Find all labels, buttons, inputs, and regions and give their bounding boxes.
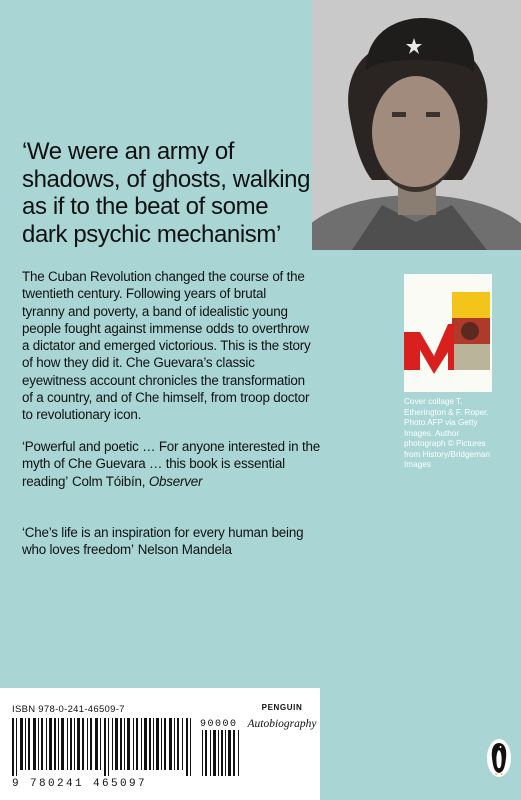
cover-collage-thumbnail: [404, 274, 492, 392]
book-blurb: The Cuban Revolution changed the course of the twentieth century. Following years of brutal tyranny and poverty, a band of idealistic young people fought against immense odds to overthrow a dictator and emerged victorious. This is the story of how they did it. Che Guevara’s classic eyewitness account chronicles the transformation of a country, and of Che himself, from troop doctor to revolutionary icon.: [22, 269, 311, 423]
cover-credits: Cover collage T. Etherington & F. Roper. Photo AFP via Getty Images. Author photograph © Pictures from History/Bridgeman Images: [404, 397, 490, 469]
author-portrait: [312, 0, 521, 250]
review-text: ‘Che’s life is an inspiration for every human being who loves freedom’: [22, 525, 304, 558]
review-quote: [22, 524, 322, 559]
review-source-name: Nelson Mandela: [137, 542, 232, 558]
publisher-name: PENGUIN: [261, 703, 303, 712]
penguin-logo-svg: [486, 738, 512, 778]
barcode-digits: 9 780241 465097: [12, 778, 148, 790]
imprint-label: Autobiography: [247, 718, 317, 730]
collage-icon: [404, 274, 492, 392]
author-portrait-image: [312, 0, 521, 250]
review-text: ‘Powerful and poetic … For anyone interested in the myth of Che Guevara … this book is essential reading’: [22, 439, 320, 489]
review-source-name: Colm Tóibín,: [72, 473, 146, 489]
pull-quote: ‘We were an army of shadows, of ghosts, walking as if to the beat of some dark psychic mechanism’: [22, 138, 311, 248]
isbn-label: ISBN 978-0-241-46509-7: [12, 704, 125, 715]
review-source-publication: Observer: [148, 473, 203, 489]
penguin-logo-icon: [486, 738, 512, 778]
review-quote: [22, 438, 322, 490]
barcode-addon-digits: 90000: [200, 719, 238, 730]
